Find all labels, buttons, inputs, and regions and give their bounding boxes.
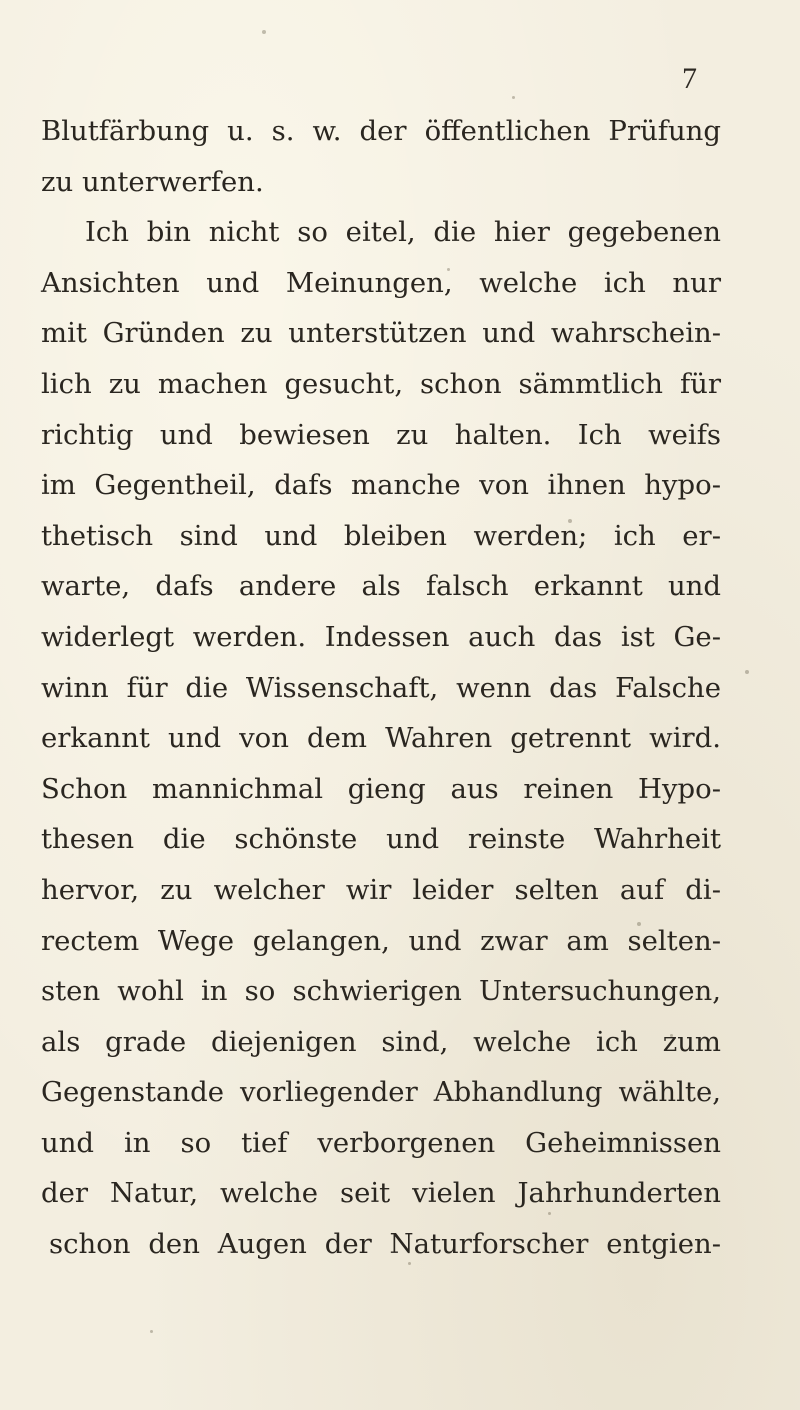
body-text	[41, 106, 721, 1270]
paper-speck	[447, 268, 450, 271]
text-line: lich zu machen gesucht, schon sämmtlich für	[41, 367, 721, 400]
text-line: richtig und bewiesen zu halten. Ich weifs	[41, 418, 721, 451]
text-line: im Gegentheil, dafs manche von ihnen hypo-	[41, 469, 721, 502]
text-line: Ansichten und Meinungen, welche ich nur	[41, 266, 721, 299]
paper-speck	[568, 519, 572, 523]
text-line: als grade diejenigen sind, welche ich zum	[41, 1025, 721, 1058]
paper-speck	[150, 1330, 153, 1333]
text-line: widerlegt werden. Indessen auch das ist Ge-	[41, 620, 721, 653]
page-number: 7	[682, 62, 697, 95]
paper-speck	[262, 30, 266, 34]
paper-speck	[670, 1034, 673, 1037]
text-line: warte, dafs andere als falsch erkannt und	[41, 570, 721, 603]
paper-speck	[548, 1212, 551, 1215]
text-line: winn für die Wissenschaft, wenn das Falsche	[41, 671, 721, 704]
text-line: zu unterwerfen.	[41, 165, 264, 198]
text-line: sten wohl in so schwierigen Untersuchungen,	[41, 975, 721, 1008]
paper-speck	[686, 732, 691, 737]
text-line: und in so tief verborgenen Geheimnissen	[41, 1126, 721, 1159]
text-line: der Natur, welche seit vielen Jahrhunderten	[41, 1177, 721, 1210]
text-line: thetisch sind und bleiben werden; ich er-	[41, 519, 721, 552]
text-line: thesen die schönste und reinste Wahrheit	[41, 823, 721, 856]
text-line: erkannt und von dem Wahren getrennt wird.	[41, 722, 721, 755]
text-line: Schon mannichmal gieng aus reinen Hypo-	[41, 772, 721, 805]
paper-speck	[512, 96, 515, 99]
text-line: Ich bin nicht so eitel, die hier gegebenen	[85, 216, 721, 249]
text-line: mit Gründen zu unterstützen und wahrschein-	[41, 317, 721, 350]
paper-speck	[637, 922, 641, 926]
paper-speck	[408, 1262, 411, 1265]
text-line: schon den Augen der Naturforscher entgien-	[49, 1228, 721, 1261]
text-line: hervor, zu welcher wir leider selten auf di-	[41, 873, 721, 906]
text-line: rectem Wege gelangen, und zwar am selten-	[41, 924, 721, 957]
paper-speck	[745, 670, 749, 674]
text-line: Gegenstande vorliegender Abhandlung wählte,	[41, 1076, 721, 1109]
text-line: Blutfärbung u. s. w. der öffentlichen Prüfung	[41, 115, 721, 147]
